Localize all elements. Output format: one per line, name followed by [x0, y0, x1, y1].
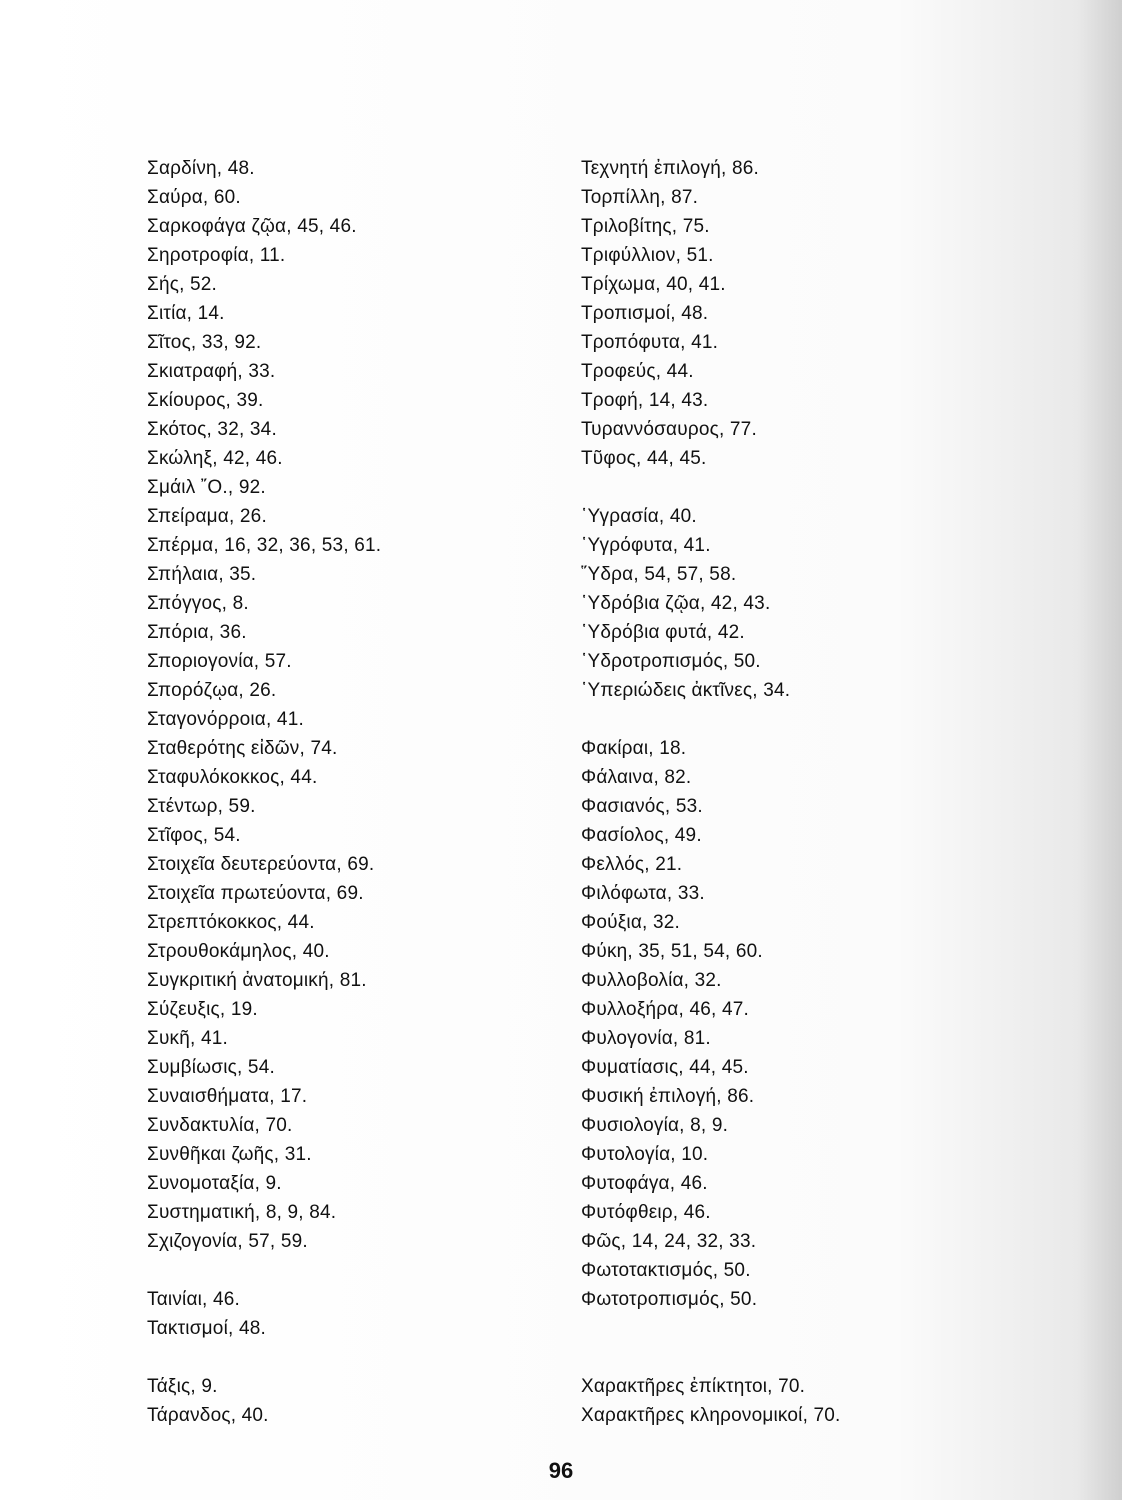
index-entry: Στρουθοκάμηλος, 40. [147, 941, 330, 962]
index-entry: Τάξις, 9. [147, 1376, 218, 1397]
index-entry: Σαρδίνη, 48. [147, 158, 255, 179]
index-column-left [147, 154, 567, 1430]
index-entry: ῾Υδροτροπισμός, 50. [581, 651, 761, 672]
index-entry: Τακτισμοί, 48. [147, 1318, 266, 1339]
index-entry: Σπορόζῳα, 26. [147, 680, 277, 701]
index-entry: Τρίχωμα, 40, 41. [581, 274, 726, 295]
index-entry: Φασίολος, 49. [581, 825, 702, 846]
index-entry: Φῶς, 14, 24, 32, 33. [581, 1231, 757, 1252]
index-entry: ῾Υδρόβια ζῷα, 42, 43. [581, 593, 771, 614]
index-entry: Φωτοτακτισμός, 50. [581, 1260, 751, 1281]
index-entry: Συστηματική, 8, 9, 84. [147, 1202, 337, 1223]
index-column-right [581, 154, 1101, 1430]
index-entry: Φυλλοξήρα, 46, 47. [581, 999, 749, 1020]
index-entry: Φυτόφθειρ, 46. [581, 1202, 711, 1223]
index-entry: Φελλός, 21. [581, 854, 683, 875]
index-entry: Συνομοταξία, 9. [147, 1173, 282, 1194]
index-entry: ῾Υγρόφυτα, 41. [581, 535, 711, 556]
index-entry: Σποριογονία, 57. [147, 651, 292, 672]
index-entry: Σής, 52. [147, 274, 218, 295]
index-entry: Σταθερότης εἰδῶν, 74. [147, 738, 338, 759]
index-entry: Σπόγγος, 8. [147, 593, 249, 614]
index-entry: ῾Υγρασία, 40. [581, 506, 697, 527]
index-entry: Στοιχεῖα πρωτεύοντα, 69. [147, 883, 364, 904]
index-gap [581, 705, 1101, 734]
index-entry: Συγκριτική ἀνατομική, 81. [147, 970, 367, 991]
index-entry: Σκίουρος, 39. [147, 390, 264, 411]
index-entry: Φυτολογία, 10. [581, 1144, 709, 1165]
index-entry: Σαρκοφάγα ζῷα, 45, 46. [147, 216, 357, 237]
index-entry: Φούξια, 32. [581, 912, 680, 933]
index-entry: Τεχνητή ἐπιλογή, 86. [581, 158, 759, 179]
index-entry: Φυλλοβολία, 32. [581, 970, 722, 991]
index-entry: Σιτία, 14. [147, 303, 225, 324]
index-entry: Φυσιολογία, 8, 9. [581, 1115, 729, 1136]
index-entry: Φυσική ἐπιλογή, 86. [581, 1086, 755, 1107]
index-entry: Συνδακτυλία, 70. [147, 1115, 293, 1136]
index-gap [147, 1343, 567, 1372]
index-entry: Τορπίλλη, 87. [581, 187, 699, 208]
index-entry: Σκότος, 32, 34. [147, 419, 277, 440]
index-entry: Σπέρμα, 16, 32, 36, 53, 61. [147, 535, 382, 556]
index-entry: Στῖφος, 54. [147, 825, 241, 846]
index-entry: Φύκη, 35, 51, 54, 60. [581, 941, 763, 962]
index-gap [581, 1343, 1101, 1372]
index-entry: ῾Υδρόβια φυτά, 42. [581, 622, 745, 643]
index-entry: ῞Υδρα, 54, 57, 58. [581, 564, 737, 585]
index-entry: Φωτοτροπισμός, 50. [581, 1289, 758, 1310]
index-entry: Συναισθήματα, 17. [147, 1086, 308, 1107]
index-entry: Τροπισμοί, 48. [581, 303, 709, 324]
index-gap [147, 1256, 567, 1285]
index-entry: Συμβίωσις, 54. [147, 1057, 275, 1078]
index-entry: Σταγονόρροια, 41. [147, 709, 304, 730]
index-entry: Φυματίασις, 44, 45. [581, 1057, 749, 1078]
index-entry: Σχιζογονία, 57, 59. [147, 1231, 308, 1252]
index-entry: Χαρακτῆρες ἐπίκτητοι, 70. [581, 1376, 806, 1397]
index-entry: Τῦφος, 44, 45. [581, 448, 707, 469]
index-entry: Σῖτος, 33, 92. [147, 332, 262, 353]
index-entry: Συνθῆκαι ζωῆς, 31. [147, 1144, 312, 1165]
page-number: 96 [548, 1458, 574, 1483]
index-entry: Τροφεύς, 44. [581, 361, 694, 382]
index-entry: Φιλόφωτα, 33. [581, 883, 705, 904]
index-entry: Σπήλαια, 35. [147, 564, 257, 585]
index-entry: Σπείραμα, 26. [147, 506, 267, 527]
index-entry: Σπόρια, 36. [147, 622, 247, 643]
index-entry: ῾Υπεριώδεις ἀκτῖνες, 34. [581, 680, 791, 701]
index-entry: Στρεπτόκοκκος, 44. [147, 912, 315, 933]
index-entry: Συκῆ, 41. [147, 1028, 228, 1049]
index-entry: Σκιατραφή, 33. [147, 361, 276, 382]
index-gap [581, 1314, 1101, 1343]
index-entry: Σηροτροφία, 11. [147, 245, 286, 266]
index-entry: Τροπόφυτα, 41. [581, 332, 719, 353]
index-entry: Τάρανδος, 40. [147, 1405, 269, 1426]
index-entry: Ταινίαι, 46. [147, 1289, 241, 1310]
index-entry: Φάλαινα, 82. [581, 767, 692, 788]
index-entry: Σύζευξις, 19. [147, 999, 258, 1020]
index-entry: Φυτοφάγα, 46. [581, 1173, 708, 1194]
index-entry: Στέντωρ, 59. [147, 796, 256, 817]
index-entry: Τυραννόσαυρος, 77. [581, 419, 757, 440]
index-entry: Χαρακτῆρες κληρονομικοί, 70. [581, 1405, 841, 1426]
index-entry: Φασιανός, 53. [581, 796, 703, 817]
index-gap [581, 473, 1101, 502]
index-entry: Φυλογονία, 81. [581, 1028, 711, 1049]
index-entry: Τροφή, 14, 43. [581, 390, 709, 411]
index-entry: Σαύρα, 60. [147, 187, 241, 208]
index-entry: Στοιχεῖα δευτερεύοντα, 69. [147, 854, 375, 875]
index-entry: Τριλοβίτης, 75. [581, 216, 710, 237]
index-entry: Σκώληξ, 42, 46. [147, 448, 283, 469]
index-entry: Σμάιλ ῎Ο., 92. [147, 477, 266, 498]
index-entry: Τριφύλλιον, 51. [581, 245, 714, 266]
index-entry: Σταφυλόκοκκος, 44. [147, 767, 318, 788]
index-entry: Φακίραι, 18. [581, 738, 687, 759]
